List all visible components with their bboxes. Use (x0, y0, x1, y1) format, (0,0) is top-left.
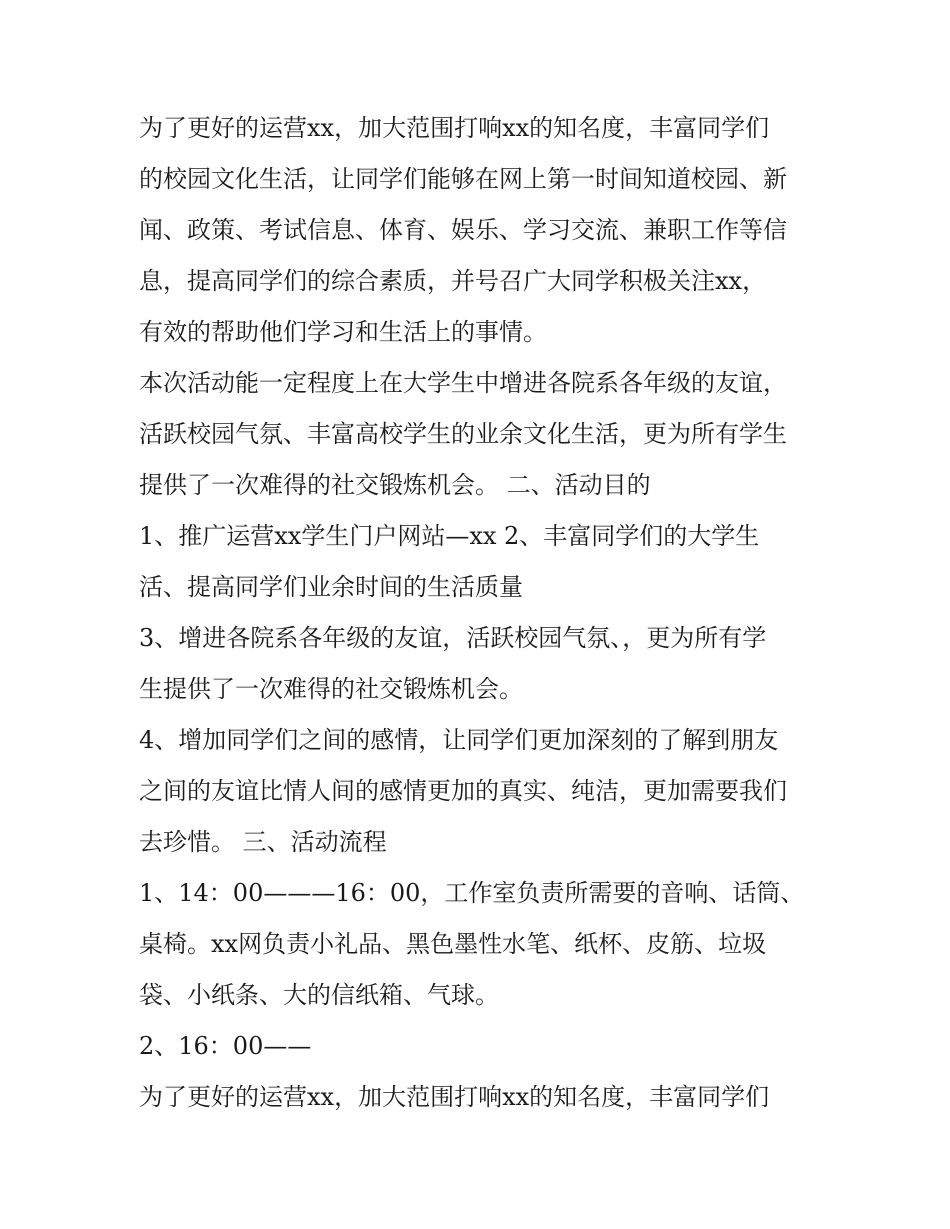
text-line: 生提供了一次难得的社交锻炼机会。 (139, 675, 523, 703)
text-line: 本次活动能一定程度上在大学生中增进各院系各年级的友谊， (139, 369, 787, 397)
text-line: 之间的友谊比情人间的感情更加的真实、纯洁，更加需要我们 (139, 777, 787, 805)
text-line: 2、16：00—— (139, 1032, 312, 1060)
text-line: 活、提高同学们业余时间的生活质量 (139, 573, 523, 601)
text-line: 提供了一次难得的社交锻炼机会。 二、活动目的 (139, 471, 651, 499)
text-line: 1、14：00———16：00，工作室负责所需要的音响、话筒、 (139, 879, 805, 907)
text-line: 有效的帮助他们学习和生活上的事情。 (139, 318, 547, 346)
text-line: 1、推广运营xx学生门户网站—xx 2、丰富同学们的大学生 (139, 522, 760, 550)
text-line: 的校园文化生活，让同学们能够在网上第一时间知道校园、新 (139, 165, 787, 193)
text-line: 3、增进各院系各年级的友谊，活跃校园气氛、，更为所有学 (139, 624, 767, 652)
text-line: 4、增加同学们之间的感情，让同学们更加深刻的了解到朋友 (139, 726, 779, 754)
text-line: 为了更好的运营xx，加大范围打响xx的知名度，丰富同学们 (139, 1083, 770, 1111)
text-line: 去珍惜。 三、活动流程 (139, 828, 387, 856)
text-line: 活跃校园气氛、丰富高校学生的业余文化生活，更为所有学生 (139, 420, 787, 448)
text-line: 袋、小纸条、大的信纸箱、气球。 (139, 981, 499, 1009)
text-line: 桌椅。xx网负责小礼品、黑色墨性水笔、纸杯、皮筋、垃圾 (139, 930, 767, 958)
text-line: 闻、政策、考试信息、体育、娱乐、学习交流、兼职工作等信 (139, 216, 787, 244)
text-line: 息，提高同学们的综合素质，并号召广大同学积极关注xx， (139, 267, 767, 295)
text-line: 为了更好的运营xx，加大范围打响xx的知名度，丰富同学们 (139, 114, 770, 142)
